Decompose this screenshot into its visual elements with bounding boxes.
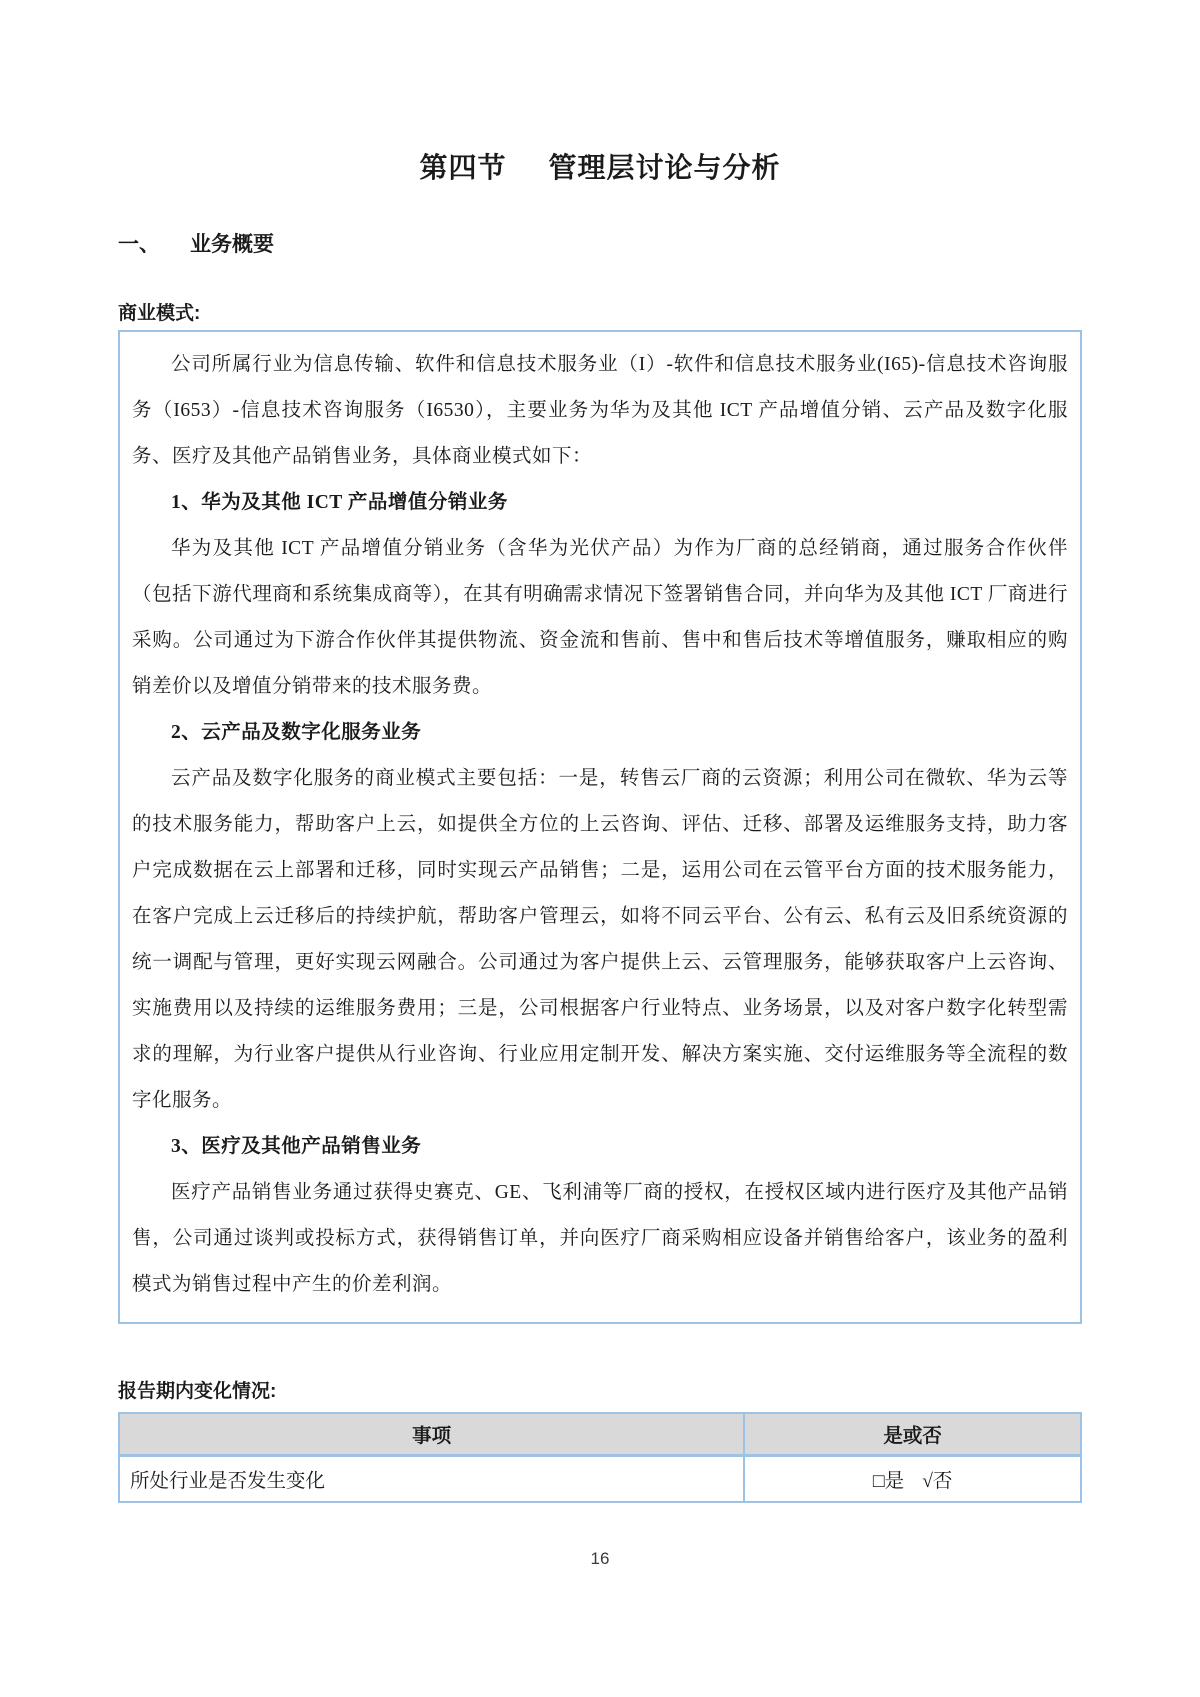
chapter-title: 管理层讨论与分析 (548, 152, 781, 183)
subheading-3: 3、医疗及其他产品销售业务 (171, 1136, 422, 1157)
subheading-1: 1、华为及其他 ICT 产品增值分销业务 (171, 492, 508, 513)
section-heading (118, 232, 1082, 258)
table-header-row (119, 1413, 1081, 1455)
subheading-2: 2、云产品及数字化服务业务 (171, 722, 422, 743)
header-cell-yes-no: 是或否 (744, 1413, 1081, 1455)
body-paragraph: 公司所属行业为信息传输、软件和信息技术服务业（I）-软件和信息技术服务业(I65)-信息技术咨询服务（I653）-信息技术咨询服务（I6530），主要业务为华为及其他 ICT 产品增值分销、云产品及数字化服务、医疗及其他产品销售业务，具体商业模式如下： (132, 354, 1068, 467)
answer-cell (744, 1455, 1081, 1502)
body-paragraph: 医疗产品销售业务通过获得史赛克、GE、飞利浦等厂商的授权，在授权区域内进行医疗及其他产品销售，公司通过谈判或投标方式，获得销售订单，并向医疗厂商采购相应设备并销售给客户，该业务的盈利模式为销售过程中产生的价差利润。 (132, 1182, 1068, 1295)
checked-no-option: √否 (922, 1470, 953, 1492)
section-title: 业务概要 (190, 233, 274, 256)
header-cell-item: 事项 (119, 1413, 744, 1455)
page-number: 16 (590, 1549, 610, 1568)
chapter-heading (118, 150, 1082, 186)
body-paragraph: 华为及其他 ICT 产品增值分销业务（含华为光伏产品）为作为厂商的总经销商，通过服务合作伙伴（包括下游代理商和系统集成商等），在其有明确需求情况下签署销售合同，并向华为及其他 ICT 厂商进行采购。公司通过为下游合作伙伴其提供物流、资金流和售前、售中和售后技术等增值服务，赚取相应的购销差价以及增值分销带来的技术服务费。 (132, 538, 1068, 697)
report-changes-label: 报告期内变化情况: (118, 1381, 277, 1402)
business-model-box (118, 330, 1082, 1324)
table-row (119, 1455, 1081, 1502)
changes-table (118, 1412, 1082, 1503)
business-model-label: 商业模式: (118, 303, 201, 324)
body-paragraph: 云产品及数字化服务的商业模式主要包括：一是，转售云厂商的云资源；利用公司在微软、华为云等的技术服务能力，帮助客户上云，如提供全方位的上云咨询、评估、迁移、部署及运维服务支持，助力客户完成数据在云上部署和迁移，同时实现云产品销售；二是，运用公司在云管平台方面的技术服务能力，在客户完成上云迁移后的持续护航，帮助客户管理云，如将不同云平台、公有云、私有云及旧系统资源的统一调配与管理，更好实现云网融合。公司通过为客户提供上云、云管理服务，能够获取客户上云咨询、实施费用以及持续的运维服务费用；三是，公司根据客户行业特点、业务场景，以及对客户数字化转型需求的理解，为行业客户提供从行业咨询、行业应用定制开发、解决方案实施、交付运维服务等全流程的数字化服务。 (132, 768, 1068, 1111)
checkbox-yes-option: □是 (872, 1470, 905, 1492)
chapter-number: 第四节 (419, 152, 507, 183)
section-number: 一、 (118, 233, 160, 256)
item-cell: 所处行业是否发生变化 (119, 1455, 744, 1502)
